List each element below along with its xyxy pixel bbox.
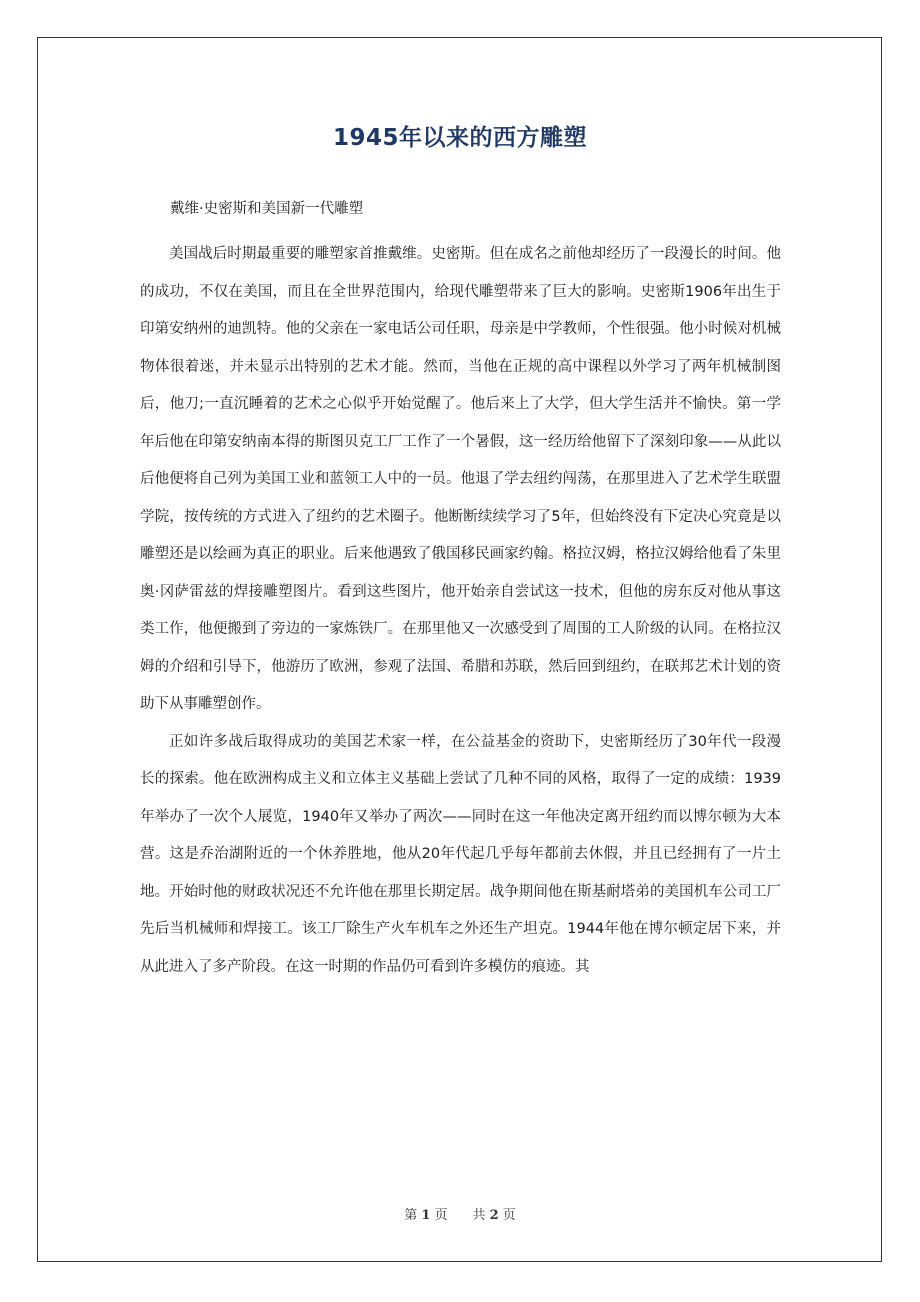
- document-body: [140, 236, 781, 986]
- paragraph: 正如许多战后取得成功的美国艺术家一样，在公益基金的资助下，史密斯经历了30年代一段漫长的探索。他在欧洲构成主义和立体主义基础上尝试了几种不同的风格，取得了一定的成绩：1939年举办了一次个人展览，1940年又举办了两次——同时在这一年他决定离开纽约而以博尔顿为大本营。这是乔治湖附近的一个休养胜地，他从20年代起几乎每年都前去休假，并且已经拥有了一片土地。开始时他的财政状况还不允许他在那里长期定居。战争期间他在斯基耐塔弟的美国机车公司工厂先后当机械师和焊接工。该工厂除生产火车机车之外还生产坦克。1944年他在博尔顿定居下来，并从此进入了多产阶段。在这一时期的作品仍可看到许多模仿的痕迹。其: [140, 733, 781, 975]
- footer-total-suffix: 页: [502, 1208, 516, 1223]
- total-pages-number: 2: [489, 1208, 499, 1223]
- footer-page-word: 页: [434, 1208, 448, 1223]
- footer-prefix: 第: [404, 1208, 418, 1223]
- page-footer: [0, 1207, 920, 1225]
- current-page-number: 1: [421, 1208, 431, 1223]
- footer-total-prefix: 共: [472, 1208, 486, 1223]
- document-title: 1945年以来的西方雕塑: [332, 125, 587, 151]
- paragraph: 美国战后时期最重要的雕塑家首推戴维。史密斯。但在成名之前他却经历了一段漫长的时间。他的成功，不仅在美国，而且在全世界范围内，给现代雕塑带来了巨大的影响。史密斯1906年出生于印第安纳州的迪凯特。他的父亲在一家电话公司任职，母亲是中学教师，个性很强。他小时候对机械物体很着迷，并未显示出特别的艺术才能。然而，当他在正规的高中课程以外学习了两年机械制图后，他刀;一直沉睡着的艺术之心似乎开始觉醒了。他后来上了大学，但大学生活并不愉快。第一学年后他在印第安纳南本得的斯图贝克工厂工作了一个暑假，这一经历给他留下了深刻印象——从此以后他便将自己列为美国工业和蓝领工人中的一员。他退了学去纽约闯荡，在那里进入了艺术学生联盟学院，按传统的方式进入了纽约的艺术圈子。他断断续续学习了5年，但始终没有下定决心究竟是以雕塑还是以绘画为真正的职业。后来他遇致了俄国移民画家约翰。格拉汉姆，格拉汉姆给他看了朱里奥·冈萨雷兹的焊接雕塑图片。看到这些图片，他开始亲自尝试这一技术，但他的房东反对他从事这类工作，他便搬到了旁边的一家炼铁厂。在那里他又一次感受到了周围的工人阶级的认同。在格拉汉姆的介绍和引导下，他游历了欧洲，参观了法国、希腊和苏联，然后回到纽约，在联邦艺术计划的资助下从事雕塑创作。: [140, 246, 781, 712]
- section-subtitle: 戴维·史密斯和美国新一代雕塑: [170, 201, 364, 217]
